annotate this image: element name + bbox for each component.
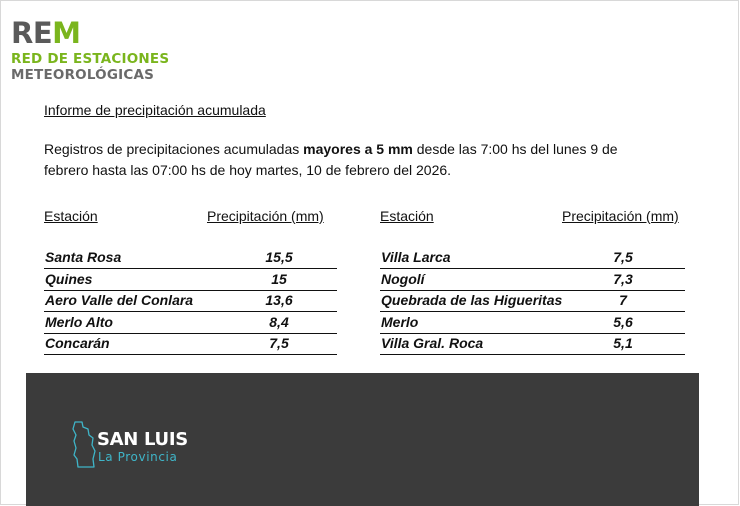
header-precipitation: Precipitación (mm) (207, 208, 324, 224)
rem-logo-re: RE (11, 16, 53, 50)
report-title: Informe de precipitación acumulada (44, 102, 266, 118)
precipitation-value: 15 (271, 270, 287, 287)
precipitation-value: 7,5 (613, 249, 633, 265)
station-name: Quebrada de las Higueritas (381, 292, 563, 308)
stations-table-left (44, 208, 337, 351)
station-name: Aero Valle del Conlara (45, 292, 194, 308)
station-name: Quines (45, 270, 93, 287)
precipitation-value: 5,6 (613, 313, 633, 330)
san-luis-subtitle: La Provincia (98, 450, 178, 464)
rem-logo-line1: RED DE ESTACIONES (11, 51, 170, 67)
precipitation-value: 13,6 (265, 292, 293, 308)
header-precipitation: Precipitación (mm) (562, 208, 679, 224)
header-station: Estación (380, 208, 434, 224)
table-row (380, 270, 685, 291)
station-name: Villa Larca (381, 249, 451, 265)
station-name: Concarán (45, 335, 110, 351)
station-name: Santa Rosa (45, 249, 122, 265)
precipitation-value: 7,3 (613, 270, 633, 287)
rem-logo-m: M (52, 16, 81, 50)
rem-logo-wordmark (11, 16, 169, 50)
table-row (380, 313, 685, 334)
table-header (44, 208, 337, 228)
precipitation-value: 5,1 (613, 335, 633, 351)
table-row (44, 270, 337, 291)
table-row (380, 248, 685, 269)
header-station: Estación (44, 208, 98, 224)
intro-text-start: Registros de precipitaciones acumuladas (44, 141, 304, 157)
table-rows (380, 248, 685, 356)
table-row (380, 334, 685, 355)
intro-text-bold: mayores a 5 mm (303, 141, 413, 157)
rem-logo (11, 16, 170, 83)
precipitation-value: 7 (619, 292, 627, 308)
table-row (44, 313, 337, 334)
station-name: Villa Gral. Roca (381, 335, 484, 351)
report-intro (44, 139, 644, 181)
san-luis-name: SAN LUIS (97, 429, 188, 450)
station-name: Merlo Alto (45, 313, 113, 330)
table-row (44, 248, 337, 269)
footer-banner (26, 373, 699, 506)
table-row (44, 291, 337, 312)
rem-logo-line2: METEOROLÓGICAS (11, 67, 155, 83)
province-map-icon (72, 421, 96, 469)
table-header (380, 208, 685, 228)
station-name: Nogolí (381, 270, 425, 287)
station-name: Merlo (381, 313, 419, 330)
precipitation-value: 8,4 (269, 313, 289, 330)
precipitation-value: 15,5 (265, 249, 293, 265)
precipitation-value: 7,5 (269, 335, 289, 351)
table-rows (44, 248, 337, 356)
stations-table-right (380, 208, 685, 351)
table-row (44, 334, 337, 355)
table-row (380, 291, 685, 312)
intro-text-end: desde las 7:00 hs del lunes 9 de febrero hasta las 07:00 hs de hoy martes, 10 de febrero del 2026. (44, 141, 618, 178)
